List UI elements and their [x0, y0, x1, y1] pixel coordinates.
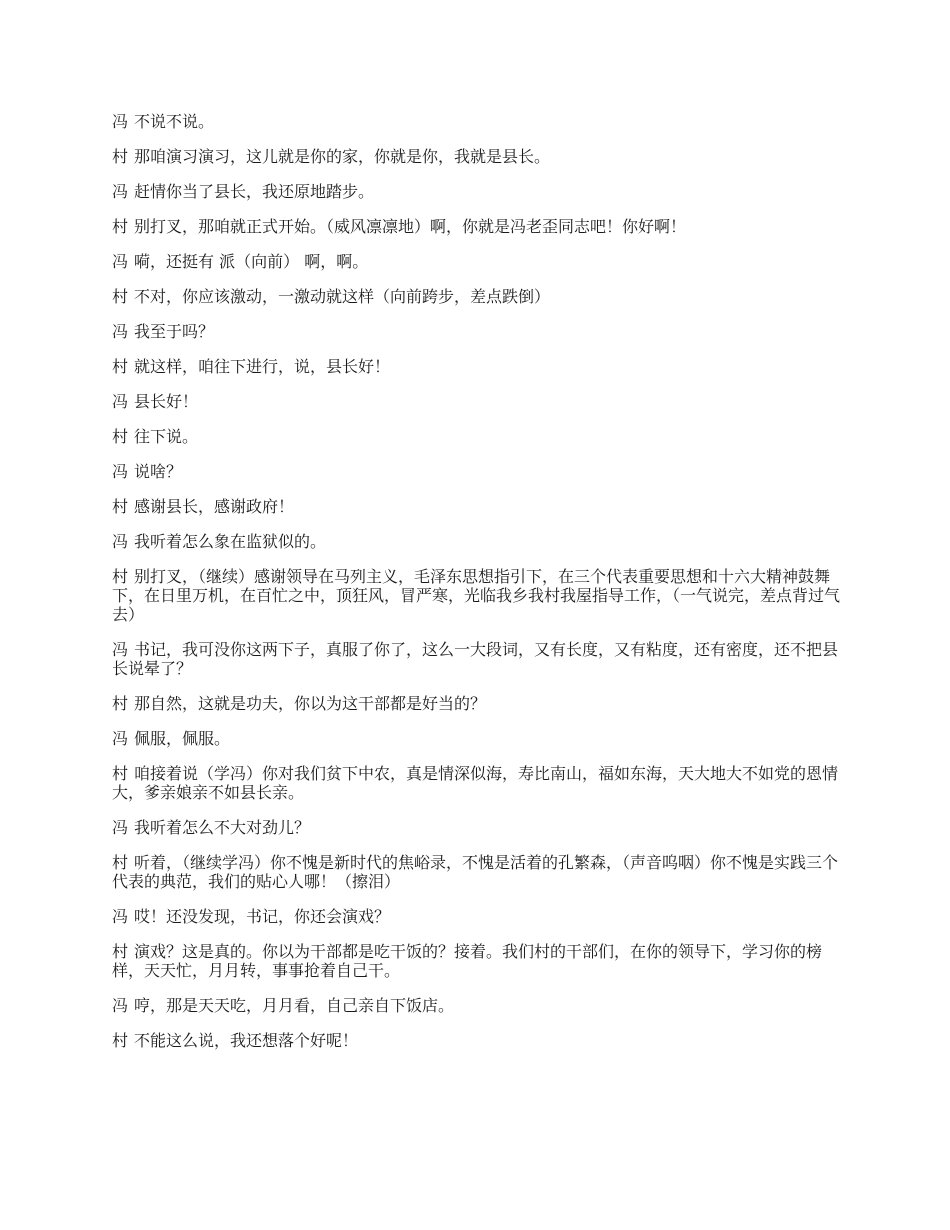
speaker-label: 村 — [112, 853, 129, 872]
speaker-label: 冯 — [112, 112, 129, 131]
speaker-label: 村 — [112, 497, 129, 516]
dialogue-text: 说啥？ — [134, 462, 183, 481]
speaker-label: 村 — [112, 427, 129, 446]
dialogue-text: 赶情你当了县长，我还原地踏步。 — [134, 182, 375, 201]
speaker-label: 冯 — [112, 818, 129, 837]
speaker-label: 村 — [112, 567, 129, 586]
speaker-label: 村 — [112, 287, 129, 306]
speaker-label: 冯 — [112, 392, 129, 411]
speaker-label: 村 — [112, 1031, 129, 1050]
speaker-label: 冯 — [112, 532, 129, 551]
dialogue-line — [112, 112, 840, 131]
speaker-label: 冯 — [112, 729, 129, 748]
dialogue-line — [112, 729, 840, 748]
dialogue-text: 佩服，佩服。 — [134, 729, 231, 748]
speaker-label: 冯 — [112, 640, 129, 659]
dialogue-text: 嗬，还挺有 派（向前） 啊，啊。 — [134, 252, 369, 271]
dialogue-text: 那自然，这就是功夫，你以为这干部都是好当的？ — [134, 694, 487, 713]
dialogue-line — [112, 907, 840, 926]
speaker-label: 村 — [112, 694, 129, 713]
speaker-label: 冯 — [112, 907, 129, 926]
dialogue-text: 咱接着说（学冯）你对我们贫下中农，真是情深似海，寿比南山，福如东海，天大地大不如党的恩情大，爹亲娘亲不如县长亲。 — [112, 764, 839, 802]
speaker-label: 村 — [112, 764, 129, 783]
speaker-label: 冯 — [112, 252, 129, 271]
dialogue-text: 别打叉，那咱就正式开始。（威风凛凛地）啊，你就是冯老歪同志吧！你好啊！ — [134, 217, 687, 236]
speaker-label: 冯 — [112, 462, 129, 481]
dialogue-line — [112, 942, 840, 980]
dialogue-text: 别打叉，（继续）感谢领导在马列主义，毛泽东思想指引下，在三个代表重要思想和十六大精神鼓舞下，在日里万机，在百忙之中，顶狂风，冒严寒，光临我乡我村我屋指导工作，（一气说完，差点背过气去） — [112, 567, 841, 624]
dialogue-text: 不对，你应该激动，一激动就这样（向前跨步，差点跌倒） — [134, 287, 551, 306]
speaker-label: 冯 — [112, 322, 129, 341]
dialogue-text: 哼，那是天天吃，月月看，自己亲自下饭店。 — [134, 996, 455, 1015]
dialogue-line — [112, 392, 840, 411]
dialogue-text: 听着，（继续学冯）你不愧是新时代的焦峪录，不愧是活着的孔繁森，（声音呜咽）你不愧是实践三个代表的典范，我们的贴心人哪！（擦泪） — [112, 853, 839, 891]
dialogue-text: 我听着怎么不大对劲儿？ — [134, 818, 311, 837]
dialogue-line — [112, 217, 840, 236]
dialogue-line — [112, 996, 840, 1015]
speaker-label: 冯 — [112, 996, 129, 1015]
dialogue-line — [112, 322, 840, 341]
dialogue-line — [112, 640, 840, 678]
dialogue-line — [112, 764, 840, 802]
dialogue-text: 县长好！ — [134, 392, 199, 411]
dialogue-text: 就这样，咱往下进行，说，县长好！ — [134, 357, 391, 376]
dialogue-text: 不能这么说，我还想落个好呢！ — [134, 1031, 359, 1050]
dialogue-line — [112, 567, 840, 624]
dialogue-line — [112, 1031, 840, 1050]
dialogue-text: 我听着怎么象在监狱似的。 — [134, 532, 327, 551]
dialogue-line — [112, 252, 840, 271]
speaker-label: 村 — [112, 357, 129, 376]
dialogue-line — [112, 427, 840, 446]
dialogue-line — [112, 287, 840, 306]
dialogue-line — [112, 357, 840, 376]
speaker-label: 村 — [112, 217, 129, 236]
dialogue-text: 往下说。 — [134, 427, 199, 446]
dialogue-line — [112, 462, 840, 481]
dialogue-line — [112, 497, 840, 516]
speaker-label: 冯 — [112, 182, 129, 201]
dialogue-text: 书记，我可没你这两下子，真服了你了，这么一大段词，又有长度，又有粘度，还有密度，还不把县长说晕了？ — [112, 640, 839, 678]
dialogue-text: 感谢县长，感谢政府！ — [134, 497, 295, 516]
dialogue-line — [112, 818, 840, 837]
speaker-label: 村 — [112, 942, 129, 961]
dialogue-line — [112, 853, 840, 891]
dialogue-text: 哎！还没发现，书记，你还会演戏？ — [134, 907, 391, 926]
speaker-label: 村 — [112, 147, 129, 166]
dialogue-text: 那咱演习演习，这儿就是你的家，你就是你，我就是县长。 — [134, 147, 551, 166]
dialogue-line — [112, 694, 840, 713]
dialogue-line — [112, 182, 840, 201]
dialogue-body — [112, 112, 840, 1066]
dialogue-line — [112, 532, 840, 551]
dialogue-text: 不说不说。 — [134, 112, 215, 131]
dialogue-text: 我至于吗？ — [134, 322, 215, 341]
dialogue-line — [112, 147, 840, 166]
dialogue-text: 演戏？这是真的。你以为干部都是吃干饭的？接着。我们村的干部们，在你的领导下，学习你的榜样，天天忙，月月转，事事抢着自己干。 — [112, 942, 823, 980]
